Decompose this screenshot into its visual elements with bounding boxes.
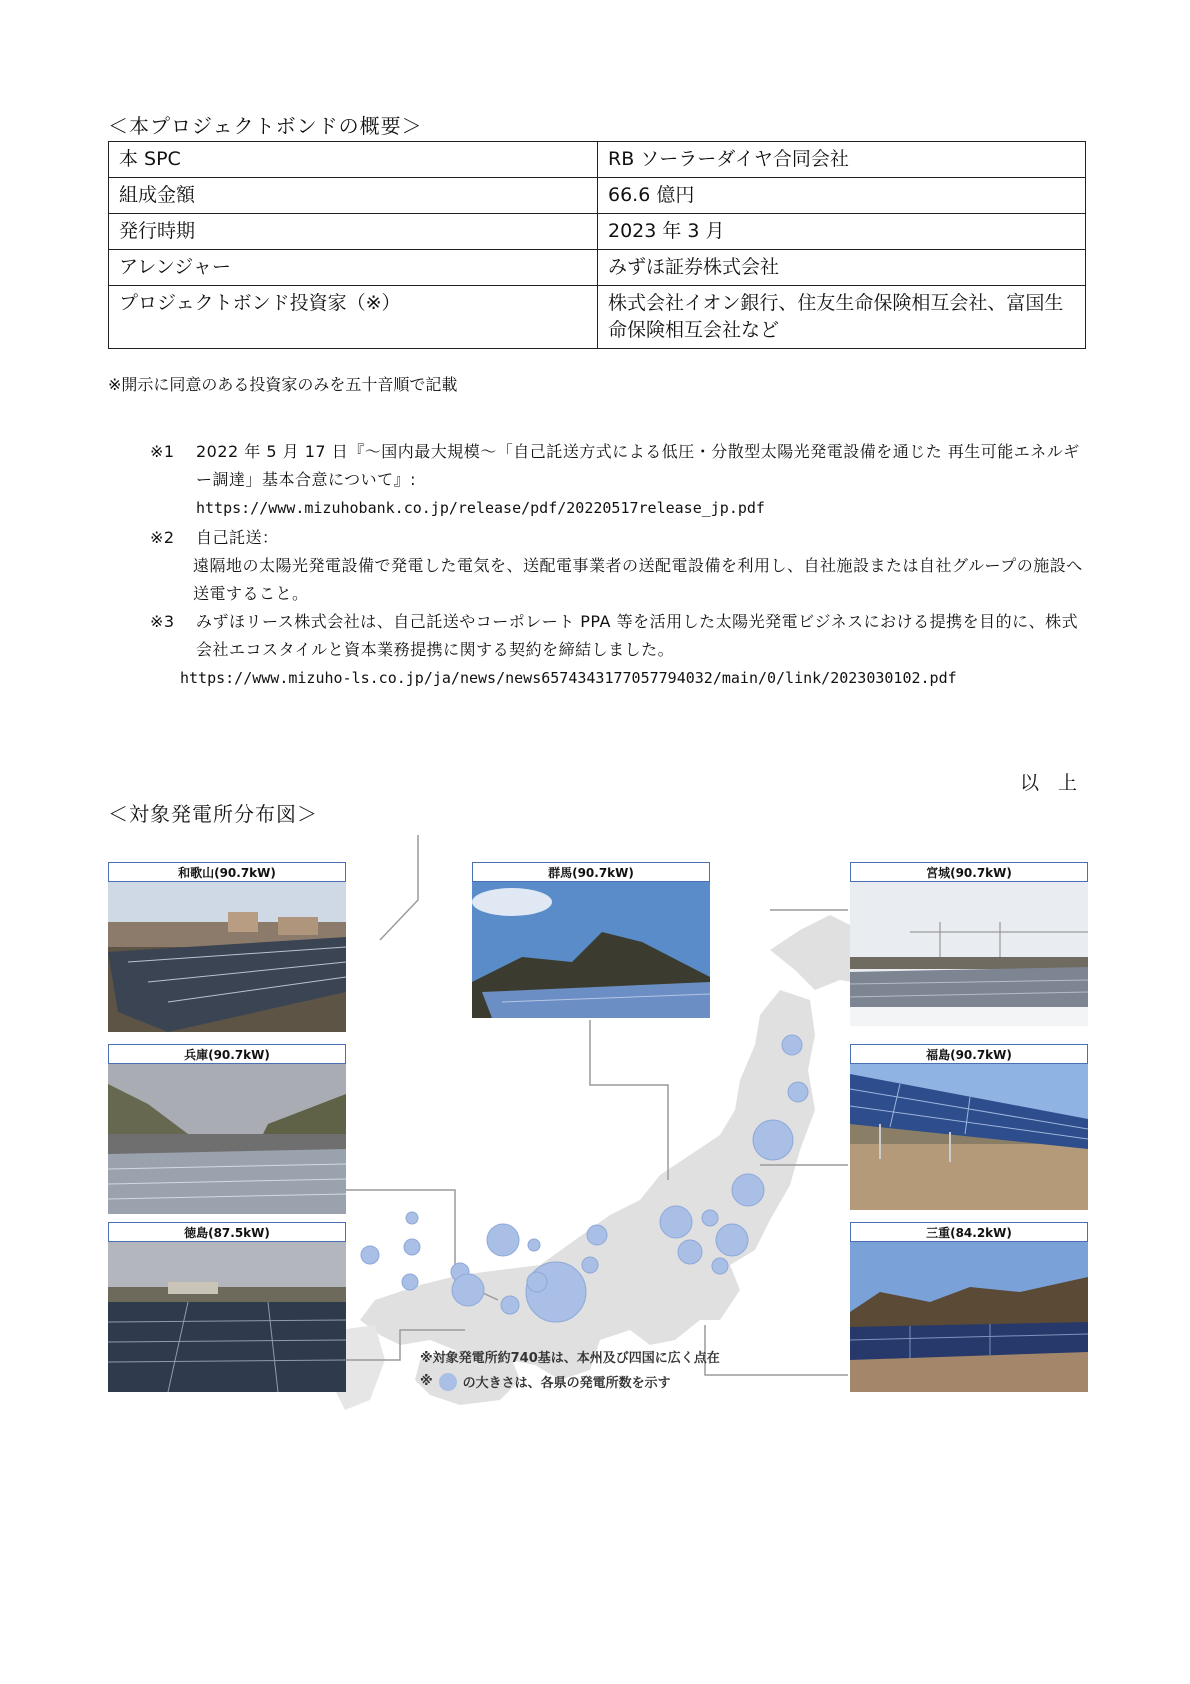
bubble-shizuoka [712,1258,728,1274]
footnote-1-mark: ※1 [150,442,175,461]
row-value: みずほ証券株式会社 [598,250,1086,286]
solar-panel-photo [850,1064,1088,1210]
investor-note: ※開示に同意のある投資家のみを五十音順で記載 [108,375,458,394]
row-value: 2023 年 3 月 [598,214,1086,250]
summary-heading: ＜本プロジェクトボンドの概要＞ [108,114,423,138]
solar-panel-photo [108,882,346,1032]
bubble-yamaguchi [361,1246,379,1264]
footnote-2-text: 遠隔地の太陽光発電設備で発電した電気を、送配電事業者の送配電設備を利用し、自社施設または自社グループの施設へ送電すること。 [193,556,1083,603]
photo-card-mie [850,1222,1088,1392]
photo-card-hyogo [108,1044,346,1214]
legend-prefix: ※ [420,1374,433,1389]
photo-card-miyagi [850,862,1088,1026]
solar-panel-photo [472,882,710,1018]
solar-panel-photo [108,1064,346,1214]
closing-mark: 以 上 [1020,772,1078,794]
summary-table [108,141,1086,349]
photo-card-fukushima [850,1044,1088,1210]
bubble-iwate [788,1082,808,1102]
connector-mie [705,1325,848,1375]
map-heading: ＜対象発電所分布図＞ [108,802,318,826]
photo-label-gunma: 群馬(90.7kW) [472,862,710,882]
bubble-tokushima [452,1274,484,1306]
table-row [109,286,1086,349]
row-label: アレンジャー [109,250,598,286]
table-row [109,250,1086,286]
bubble-miyagi [753,1120,793,1160]
photo-label-mie: 三重(84.2kW) [850,1222,1088,1242]
bubble-tochigi [702,1210,718,1226]
bubble-gunma [660,1206,692,1238]
footnote-3-mark: ※3 [150,612,175,631]
bubble-hyogo [487,1224,519,1256]
bubble-tottori [406,1212,418,1224]
table-row [109,142,1086,178]
photo-label-fukushima: 福島(90.7kW) [850,1044,1088,1064]
bubble-osaka [527,1272,547,1292]
bubble-kyoto [528,1239,540,1251]
bubble-ibaraki [716,1224,748,1256]
bubble-hiroshima [404,1239,420,1255]
row-value: 66.6 億円 [598,178,1086,214]
solar-panel-photo [108,1242,346,1392]
map-note-count: ※対象発電所約740基は、本州及び四国に広く点在 [420,1351,720,1366]
bubble-fukushima [732,1174,764,1206]
bubble-ehime [402,1274,418,1290]
row-label: プロジェクトボンド投資家（※） [109,286,598,349]
photo-card-wakayama [108,862,346,1032]
footnote-3-url[interactable]: https://www.mizuho-ls.co.jp/ja/news/news6574343177057794032/main/0/link/2023030102.pdf [180,669,957,687]
footnote-2-title: 自己託送： [196,528,279,547]
photo-label-tokushima: 徳島(87.5kW) [108,1222,346,1242]
bubble-wakayama [501,1296,519,1314]
table-row [109,178,1086,214]
bubble-legend-icon [439,1373,457,1391]
legend-suffix: の大きさは、各県の発電所数を示す [462,1376,671,1391]
connector-wakayama [380,835,418,940]
footnote-1-text: 2022 年 5 月 17 日『～国内最大規模～「自己託送方式による低圧・分散型太陽光発電設備を通じた 再生可能エネルギー調達」基本合意について』: [196,442,1080,489]
photo-card-tokushima [108,1222,346,1392]
solar-panel-photo [850,1242,1088,1392]
connector-gunma [590,1020,668,1180]
row-label: 発行時期 [109,214,598,250]
bubble-yamanashi [678,1240,702,1264]
row-value: 株式会社イオン銀行、住友生命保険相互会社、富国生命保険相互会社など [598,286,1086,349]
photo-label-miyagi: 宮城(90.7kW) [850,862,1088,882]
photo-card-gunma [472,862,710,1018]
photo-label-wakayama: 和歌山(90.7kW) [108,862,346,882]
map-note-bubble-legend [420,1372,671,1391]
row-value: RB ソーラーダイヤ合同会社 [598,142,1086,178]
bubble-aichi [582,1257,598,1273]
row-label: 本 SPC [109,142,598,178]
photo-label-hyogo: 兵庫(90.7kW) [108,1044,346,1064]
bubble-aomori [782,1035,802,1055]
footnote-2-mark: ※2 [150,528,175,547]
solar-panel-photo [850,882,1088,1026]
row-label: 組成金額 [109,178,598,214]
table-row [109,214,1086,250]
footnote-1-url[interactable]: https://www.mizuhobank.co.jp/release/pdf/20220517release_jp.pdf [196,499,765,517]
footnote-3-text: みずほリース株式会社は、自己託送やコーポレート PPA 等を活用した太陽光発電ビジネスにおける提携を目的に、株式会社エコスタイルと資本業務提携に関する契約を締結しました。 [196,612,1079,659]
bubble-gifu [587,1225,607,1245]
